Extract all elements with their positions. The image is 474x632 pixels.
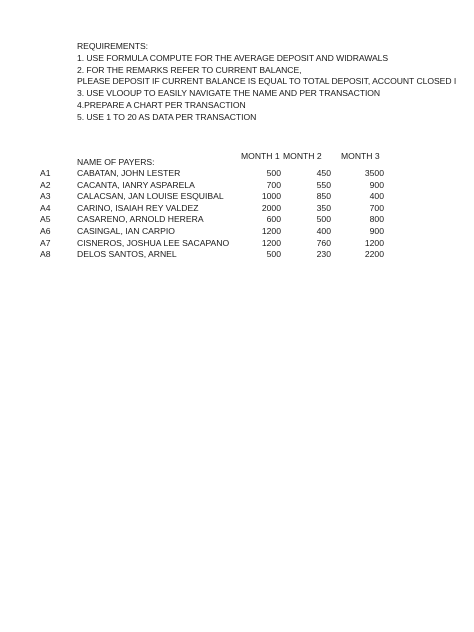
payer-name: CARINO, ISAIAH REY VALDEZ	[77, 202, 199, 213]
table-row	[0, 214, 474, 226]
month-3-value: 400	[369, 191, 384, 202]
requirement-line: 1. USE FORMULA COMPUTE FOR THE AVERAGE DEPOSIT AND WIDRAWALS	[77, 52, 389, 63]
month-3-value: 900	[369, 179, 384, 190]
month-1-value: 2000	[261, 202, 281, 213]
requirement-line: 4.PREPARE A CHART PER TRANSACTION	[77, 99, 246, 110]
requirements-heading: REQUIREMENTS:	[77, 41, 148, 51]
row-id: A1	[40, 168, 51, 178]
month-2-value: 350	[316, 202, 331, 213]
row-id: A2	[40, 179, 51, 190]
payer-name: CASINGAL, IAN CARPIO	[77, 226, 175, 236]
payers-header: NAME OF PAYERS:	[77, 157, 155, 167]
payer-name: CACANTA, IANRY ASPARELA	[77, 179, 195, 190]
month-2-value: 500	[316, 214, 331, 225]
month-3-value: 900	[369, 226, 384, 236]
month-1-value: 1200	[261, 226, 281, 236]
month-3-value: 700	[369, 202, 384, 213]
month-3-value: 3500	[364, 168, 384, 178]
month-1-value: 500	[266, 249, 281, 260]
month-2-value: 550	[316, 179, 331, 190]
row-id: A5	[40, 214, 51, 225]
month-2-value: 400	[316, 226, 331, 236]
table-row	[0, 191, 474, 203]
month-2-value: 230	[316, 249, 331, 260]
month-1-header: MONTH 1	[241, 151, 280, 161]
month-3-header: MONTH 3	[341, 151, 380, 161]
month-3-value: 1200	[364, 237, 384, 248]
requirement-line: PLEASE DEPOSIT IF CURRENT BALANCE IS EQUAL TO TOTAL DEPOSIT, ACCOUNT CLOSED I	[77, 76, 457, 87]
row-id: A4	[40, 202, 51, 213]
payer-name: DELOS SANTOS, ARNEL	[77, 249, 177, 260]
table-row	[0, 203, 474, 215]
month-2-header: MONTH 2	[283, 151, 322, 161]
month-1-value: 1000	[261, 191, 281, 202]
month-1-value: 1200	[261, 237, 281, 248]
requirement-line: 5. USE 1 TO 20 AS DATA PER TRANSACTION	[77, 111, 257, 122]
row-id: A6	[40, 226, 51, 236]
payer-name: CISNEROS, JOSHUA LEE SACAPANO	[77, 237, 230, 248]
table-row	[0, 168, 474, 180]
table-row	[0, 238, 474, 250]
month-2-value: 760	[316, 237, 331, 248]
month-1-value: 600	[266, 214, 281, 225]
row-id: A8	[40, 249, 51, 260]
month-1-value: 500	[266, 168, 281, 178]
payer-name: CABATAN, JOHN LESTER	[77, 168, 181, 178]
payer-name: CASARENO, ARNOLD HERERA	[77, 214, 204, 225]
row-id: A7	[40, 237, 51, 248]
table-row	[0, 249, 474, 261]
requirement-line: 3. USE VLOOUP TO EASILY NAVIGATE THE NAME AND PER TRANSACTION	[77, 88, 381, 99]
table-row	[0, 226, 474, 238]
payer-name: CALACSAN, JAN LOUISE ESQUIBAL	[77, 191, 224, 202]
month-1-value: 700	[266, 179, 281, 190]
month-2-value: 450	[316, 168, 331, 178]
table-row	[0, 180, 474, 192]
month-3-value: 2200	[364, 249, 384, 260]
month-2-value: 850	[316, 191, 331, 202]
requirement-line: 2. FOR THE REMARKS REFER TO CURRENT BALANCE,	[77, 64, 302, 75]
row-id: A3	[40, 191, 51, 202]
month-3-value: 800	[369, 214, 384, 225]
